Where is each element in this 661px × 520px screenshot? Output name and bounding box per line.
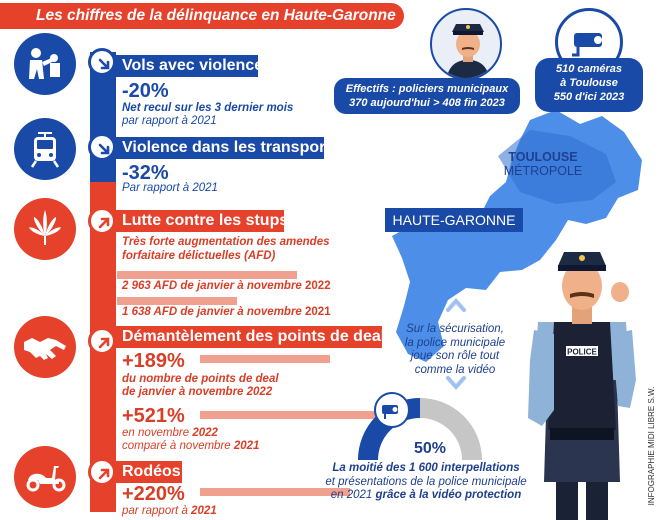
- tram-icon: [14, 118, 76, 180]
- robbery-icon: [14, 33, 76, 95]
- stat-bar-2021: [117, 297, 237, 305]
- trend-down-icon: [88, 48, 116, 76]
- cameras-line2: à Toulouse: [560, 77, 618, 89]
- trend-up-icon-deals: [88, 327, 116, 355]
- credit-text: INFOGRAPHIE MIDI LIBRE S.W.: [647, 386, 656, 506]
- stat-bar-2022: [117, 271, 297, 279]
- section-deals-label: Démantèlement des points de deals: [116, 326, 382, 348]
- section-rodeos-value: +220%: [122, 483, 185, 505]
- securisation-text: Sur la sécurisation, la police municipale joue son rôle tout comme la vidéo: [404, 323, 506, 376]
- video-percent: 50%: [413, 440, 447, 457]
- video-protection-gauge: [350, 390, 490, 470]
- vest-label: POLICE: [567, 347, 597, 357]
- cannabis-leaf-icon: [14, 198, 76, 260]
- cameras-callout: [535, 58, 643, 112]
- section-deals-value2: +521%: [122, 405, 185, 427]
- section-stups-label: Lutte contre les stups: [116, 210, 284, 232]
- section-transports-label: Violence dans les transports: [116, 137, 324, 159]
- stat-afd-2021: 1 638 AFD de janvier à novembre 2021: [122, 306, 331, 318]
- cameras-line1: 510 caméras: [555, 63, 623, 75]
- video-caption: La moitié des 1 600 interpellations et présentations de la police municipale en 2021 grâce à la vidéo protection: [325, 462, 527, 501]
- effectifs-callout: [334, 78, 520, 114]
- section-rodeos-line1: par rapport à 2021: [122, 505, 217, 517]
- police-officer-illustration: [520, 230, 645, 520]
- effectifs-line2: 370 aujourd'hui > 408 fin 2023: [349, 97, 505, 109]
- cameras-line3: 550 d'ici 2023: [553, 91, 625, 103]
- effectifs-line1: Effectifs : policiers municipaux: [345, 83, 509, 95]
- section-deals-value1-line2: de janvier à novembre 2022: [122, 386, 273, 398]
- section-vols-value: -20%: [122, 80, 169, 102]
- section-deals-value2-line2: comparé à novembre 2021: [122, 440, 260, 452]
- section-transports-value: -32%: [122, 162, 169, 184]
- section-stups-line2: forfaitaire délictuelles (AFD): [122, 250, 276, 262]
- trend-up-icon-stups: [88, 207, 116, 235]
- officer-portrait: [430, 8, 502, 80]
- trend-up-icon-rodeos: [88, 458, 116, 486]
- credit-wrapper: [646, 380, 658, 520]
- section-vols-line1: Net recul sur les 3 dernier mois: [122, 102, 294, 114]
- section-transports-line1: Par rapport à 2021: [122, 182, 218, 194]
- trend-down-icon-transports: [88, 133, 116, 161]
- section-deals-value2-line1: en novembre 2022: [122, 427, 218, 439]
- section-deals-value1-line1: du nombre de points de deal: [122, 373, 279, 385]
- scooter-icon: [14, 446, 76, 508]
- metropole-label-line2: MÉTROPOLE: [503, 164, 583, 178]
- section-vols-line2: par rapport à 2021: [122, 115, 217, 127]
- metropole-label-line1: TOULOUSE: [508, 150, 578, 164]
- video-camera-icon: [374, 392, 410, 428]
- section-rodeos-label: Rodéos: [116, 461, 182, 483]
- page-title: Les chiffres de la délinquance en Haute-Garonne: [0, 3, 404, 29]
- stat-bar-189: [200, 355, 330, 363]
- department-label: HAUTE-GARONNE: [385, 208, 523, 232]
- handshake-icon: [14, 316, 76, 378]
- section-deals-value1: +189%: [122, 350, 185, 372]
- stat-afd-2022: 2 963 AFD de janvier à novembre 2022: [122, 280, 331, 292]
- section-vols-label: Vols avec violence: [116, 55, 258, 77]
- section-stups-line1: Très forte augmentation des amendes: [122, 236, 330, 248]
